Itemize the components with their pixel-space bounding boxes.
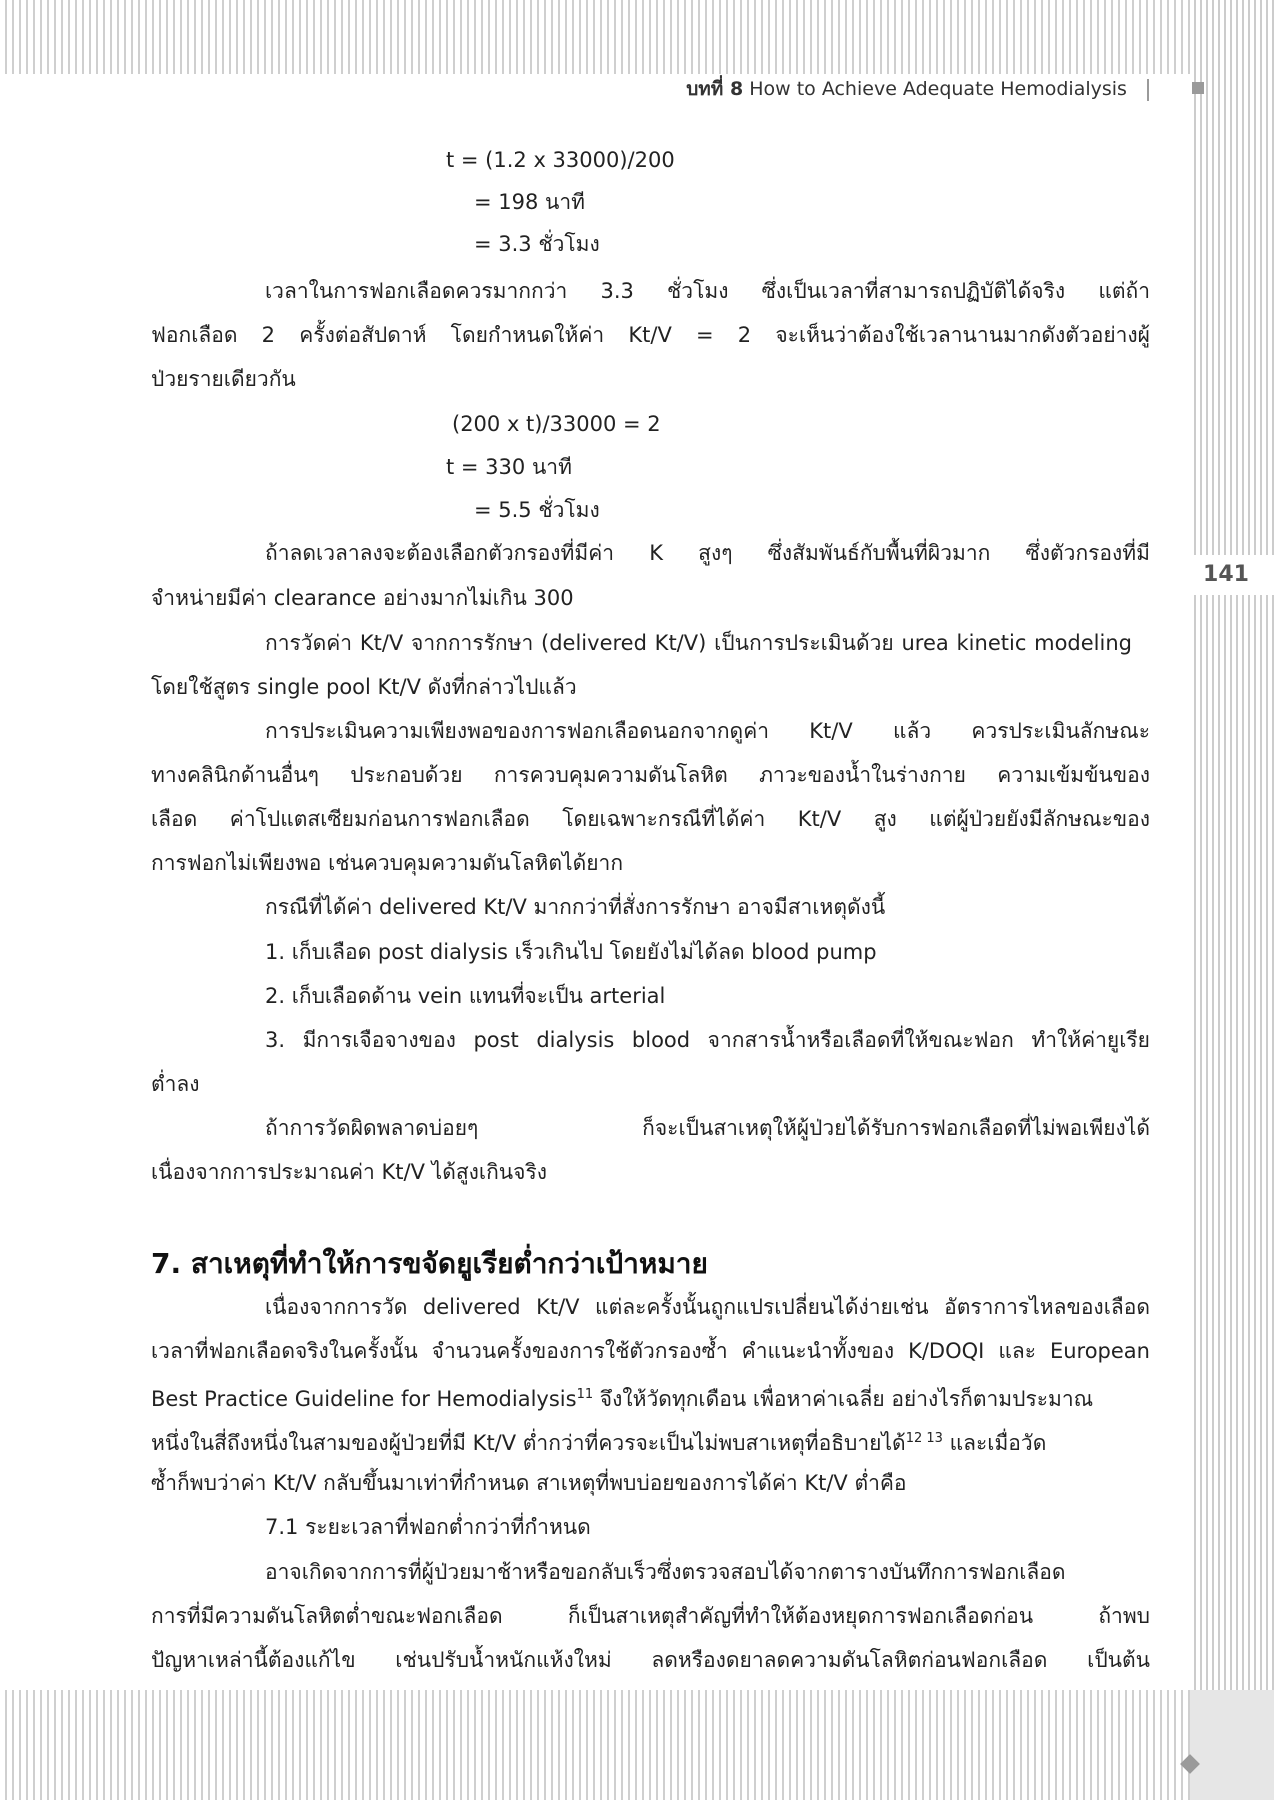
paragraph-line: ถ้าลดเวลาลงจะต้องเลือกตัวกรองที่มีค่า K สูงๆ ซึ่งสัมพันธ์กับพื้นที่ผิวมาก ซึ่งตัวกรองที่มี bbox=[265, 541, 1150, 565]
paragraph-line: กรณีที่ได้ค่า delivered Kt/V มากกว่าที่สั่งการรักษา อาจมีสาเหตุดังนี้ bbox=[265, 895, 886, 919]
paragraph-line: ปัญหาเหล่านี้ต้องแก้ไข เช่นปรับน้ำหนักแห้งใหม่ ลดหรืองดยาลดความดันโลหิตก่อนฟอกเลือด เป็นต้น bbox=[151, 1648, 1150, 1672]
equation-line: t = (1.2 x 33000)/200 bbox=[446, 148, 675, 172]
citation-superscript: 12 13 bbox=[905, 1431, 943, 1446]
paragraph-line: การวัดค่า Kt/V จากการรักษา (delivered Kt/V) เป็นการประเมินด้วย urea kinetic modeling bbox=[265, 631, 1132, 655]
section-heading: 7. สาเหตุที่ทำให้การขจัดยูเรียต่ำกว่าเป้าหมาย bbox=[151, 1247, 708, 1280]
paragraph-line bbox=[151, 1424, 1150, 1458]
square-icon bbox=[1192, 82, 1204, 94]
top-stripe-border bbox=[0, 0, 1274, 74]
list-item-continuation: ต่ำลง bbox=[151, 1072, 200, 1096]
paragraph-line: ซ้ำก็พบว่าค่า Kt/V กลับขึ้นมาเท่าที่กำหนด สาเหตุที่พบบ่อยของการได้ค่า Kt/V ต่ำคือ bbox=[151, 1471, 907, 1495]
equation-line: = 5.5 ชั่วโมง bbox=[474, 498, 600, 522]
paragraph-text: หนึ่งในสี่ถึงหนึ่งในสามของผู้ป่วยที่มี Kt/V ต่ำกว่าที่ควรจะเป็นไม่พบสาเหตุที่อธิบายได้ bbox=[151, 1431, 906, 1455]
equation-line: (200 x t)/33000 = 2 bbox=[452, 412, 661, 436]
chapter-label: บทที่ 8 bbox=[686, 78, 744, 100]
list-item: 2. เก็บเลือดด้าน vein แทนที่จะเป็น arterial bbox=[265, 984, 666, 1008]
paragraph-line: จำหน่ายมีค่า clearance อย่างมากไม่เกิน 300 bbox=[151, 586, 574, 610]
paragraph-line: ป่วยรายเดียวกัน bbox=[151, 367, 296, 391]
paragraph-line: ฟอกเลือด 2 ครั้งต่อสัปดาห์ โดยกำหนดให้ค่า Kt/V = 2 จะเห็นว่าต้องใช้เวลานานมากดังตัวอย่างผู้ bbox=[151, 323, 1150, 347]
paragraph-text: จึงให้วัดทุกเดือน เพื่อหาค่าเฉลี่ย อย่างไรก็ตามประมาณ bbox=[593, 1387, 1094, 1411]
paragraph-line: เนื่องจากการประมาณค่า Kt/V ได้สูงเกินจริง bbox=[151, 1160, 547, 1184]
paragraph-line: การฟอกไม่เพียงพอ เช่นควบคุมความดันโลหิตได้ยาก bbox=[151, 851, 624, 875]
right-stripe-border bbox=[1190, 0, 1274, 1690]
paragraph-line bbox=[151, 1380, 1150, 1414]
equation-line: t = 330 นาที bbox=[446, 455, 572, 479]
paragraph-text: Best Practice Guideline for Hemodialysis bbox=[151, 1387, 577, 1411]
citation-superscript: 11 bbox=[576, 1387, 594, 1402]
list-item: 1. เก็บเลือด post dialysis เร็วเกินไป โดยยังไม่ได้ลด blood pump bbox=[265, 940, 877, 964]
paragraph-line: เวลาในการฟอกเลือดควรมากกว่า 3.3 ชั่วโมง ซึ่งเป็นเวลาที่สามารถปฏิบัติได้จริง แต่ถ้า bbox=[265, 279, 1150, 303]
paragraph-line: การประเมินความเพียงพอของการฟอกเลือดนอกจากดูค่า Kt/V แล้ว ควรประเมินลักษณะ bbox=[265, 719, 1150, 743]
chapter-title: How to Achieve Adequate Hemodialysis bbox=[749, 78, 1127, 100]
paragraph-line: เวลาที่ฟอกเลือดจริงในครั้งนั้น จำนวนครั้งของการใช้ตัวกรองซ้ำ คำแนะนำทั้งของ K/DOQI และ European bbox=[151, 1339, 1150, 1363]
equation-line: = 3.3 ชั่วโมง bbox=[474, 232, 600, 256]
running-header bbox=[686, 74, 1149, 104]
paragraph-line: เนื่องจากการวัด delivered Kt/V แต่ละครั้งนั้นถูกแปรเปลี่ยนได้ง่ายเช่น อัตราการไหลของเลือด bbox=[265, 1295, 1150, 1319]
paragraph-text: และเมื่อวัด bbox=[942, 1431, 1047, 1455]
bottom-stripe-border bbox=[0, 1690, 1190, 1800]
paragraph-line: โดยใช้สูตร single pool Kt/V ดังที่กล่าวไปแล้ว bbox=[151, 675, 577, 699]
paragraph-line: เลือด ค่าโปแตสเซียมก่อนการฟอกเลือด โดยเฉพาะกรณีที่ได้ค่า Kt/V สูง แต่ผู้ป่วยยังมีลักษณะของ bbox=[151, 807, 1150, 831]
header-separator bbox=[1147, 79, 1149, 101]
list-item: 3. มีการเจือจางของ post dialysis blood จากสารน้ำหรือเลือดที่ให้ขณะฟอก ทำให้ค่ายูเรีย bbox=[265, 1028, 1150, 1052]
page-number: 141 bbox=[1203, 562, 1249, 587]
paragraph-line: ถ้าการวัดผิดพลาดบ่อยๆ ก็จะเป็นสาเหตุให้ผู้ป่วยได้รับการฟอกเลือดที่ไม่พอเพียงได้ bbox=[265, 1116, 1150, 1140]
equation-line: = 198 นาที bbox=[474, 190, 586, 214]
paragraph-line: ทางคลินิกด้านอื่นๆ ประกอบด้วย การควบคุมความดันโลหิต ภาวะของน้ำในร่างกาย ความเข้มข้นของ bbox=[151, 763, 1150, 787]
paragraph-line: อาจเกิดจากการที่ผู้ป่วยมาช้าหรือขอกลับเร็วซึ่งตรวจสอบได้จากตารางบันทึกการฟอกเลือด bbox=[265, 1560, 1066, 1584]
corner-block bbox=[1190, 1690, 1274, 1800]
subsection-heading: 7.1 ระยะเวลาที่ฟอกต่ำกว่าที่กำหนด bbox=[265, 1515, 591, 1539]
paragraph-line: การที่มีความดันโลหิตต่ำขณะฟอกเลือด ก็เป็นสาเหตุสำคัญที่ทำให้ต้องหยุดการฟอกเลือดก่อน ถ้าพบ bbox=[151, 1604, 1150, 1628]
